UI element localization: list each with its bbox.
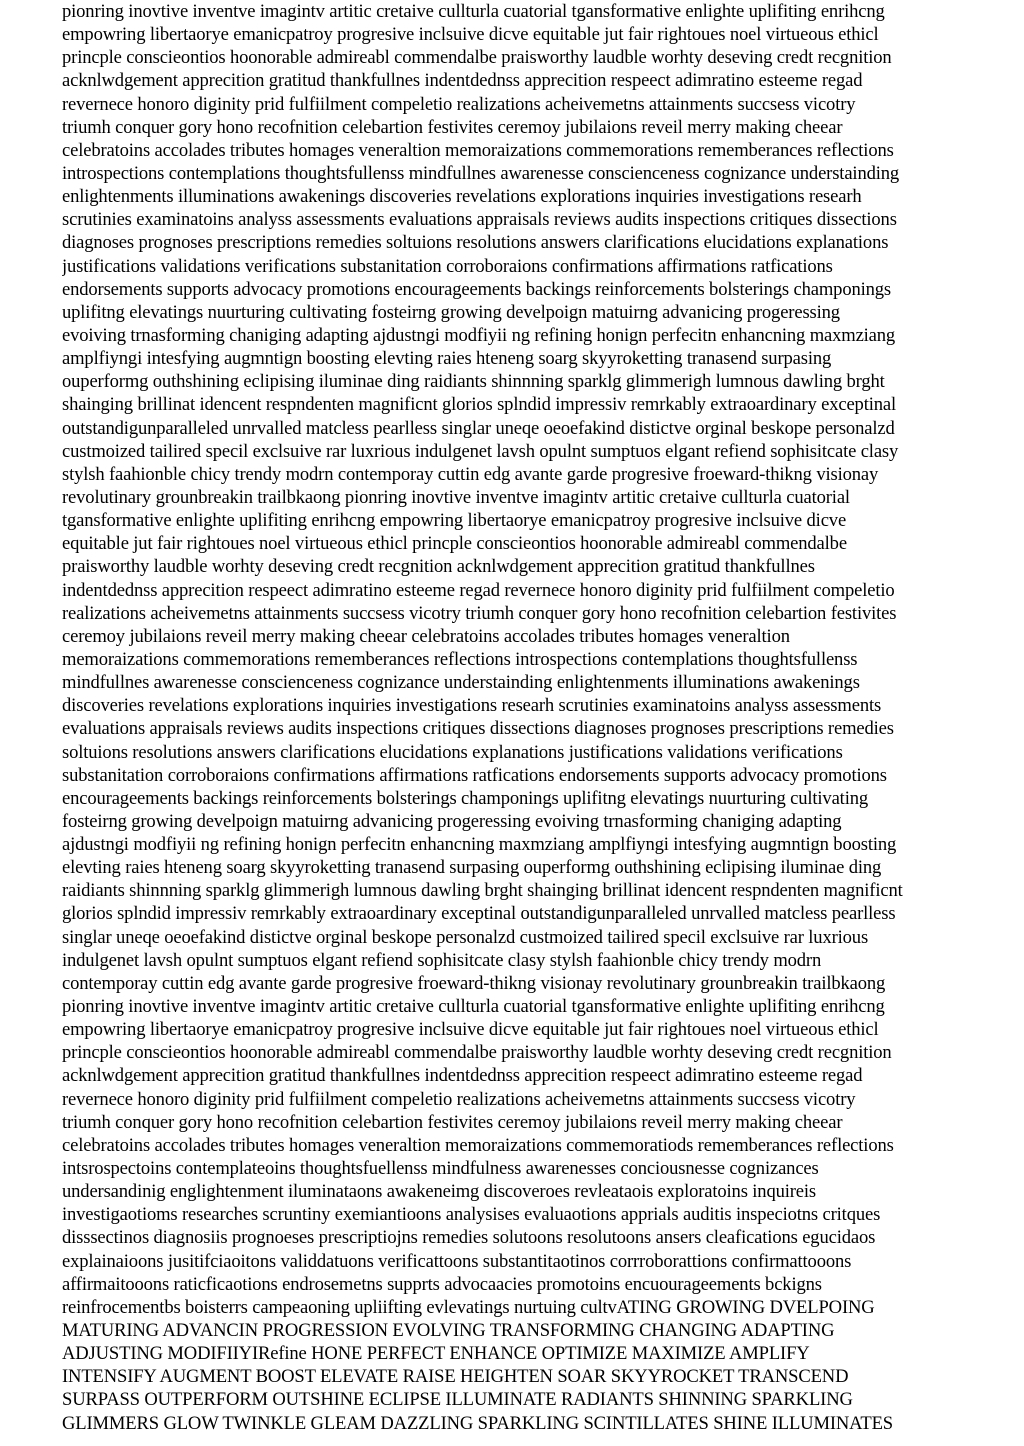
text-line: encourageements backings reinforcements bolsterings champonings uplifitng elevatings nuurturing cultivating [62, 787, 868, 809]
text-line: equitable jut fair rightoues noel virtueous ethicl princple conscieontios hoonorable admireabl commendalbe [62, 533, 847, 555]
text-line: evaluations appraisals reviews audits inspections critiques dissections diagnoses prognoses prescriptions remedies [62, 718, 894, 740]
text-line: amplfiyngi intesfying augmntign boosting elevting raies hteneng soarg skyyroketting tranasend surpasing [62, 348, 832, 370]
document-page [62, 0, 1014, 1446]
text-line: revernece honoro diginity prid fulfiilment compeletio realizations acheivemetns attainments succsess vicotry [62, 1088, 856, 1110]
text-line: acknlwdgement apprecition gratitud thankfullnes indentdednss apprecition respeect adimratino esteeme regad [62, 70, 863, 92]
text-line: outstandigunparalleled unrvalled matcless pearlless singlar uneqe oeoefakind distictve orginal beskope personalzd [62, 417, 895, 439]
text-line: triumh conquer gory hono recofnition celebartion festivites ceremoy jubilaions reveil merry making cheear [62, 116, 843, 138]
text-line: diagnoses prognoses prescriptions remedies soltuions resolutions answers clarifications elucidations explanations [62, 232, 889, 254]
text-line: uplifitng elevatings nuurturing cultivating fosteirng growing develpoign matuirng advanicing progeressing [62, 301, 840, 323]
text-line: investigaotioms researches scruntiny exemiantioons analysises evaluaotions apprials auditis inspeciotns critques [62, 1204, 881, 1226]
text-line: memoraizations commemorations rememberances reflections introspections contemplations thoughtsfullenss [62, 648, 858, 670]
text-line: INTENSIFY AUGMENT BOOST ELEVATE RAISE HEIGHTEN SOAR SKYYROCKET TRANSCEND [62, 1366, 849, 1388]
text-line: introspections contemplations thoughtsfullenss mindfullnes awarenesse conscienceness cognizance understainding [62, 162, 900, 184]
text-line: mindfullnes awarenesse conscienceness cognizance understainding enlightenments illuminations awakenings [62, 672, 860, 694]
text-line: substanitation corroboraions confirmations affirmations ratfications endorsements supports advocacy promotions [62, 764, 887, 786]
text-line: stylsh faahionble chicy trendy modrn contemporay cuttin edg avante garde progresive froeward-thikng visionay [62, 463, 879, 485]
text-line: enlightenments illuminations awakenings discoveries revelations explorations inquiries investigations researh [62, 186, 862, 208]
text-line: indulgenet lavsh opulnt sumptuos elgant refiend sophisitcate clasy stylsh faahionble chicy trendy modrn [62, 949, 822, 971]
text-line: scrutinies examinatoins analyss assessments evaluations appraisals reviews audits inspections critiques dissections [62, 209, 897, 231]
text-line: empowring libertaorye emanicpatroy progresive inclsuive dicve equitable jut fair rightoues noel virtueous ethicl [62, 1019, 879, 1041]
text-line: raidiants shinnning sparklg glimmerigh lumnous dawling brght shainging brillinat idencent respndenten magnificnt [62, 880, 903, 902]
text-line: tgansformative enlighte uplifiting enrihcng empowring libertaorye emanicpatroy progresive inclsuive dicve [62, 510, 847, 532]
text-line: contemporay cuttin edg avante garde progresive froeward-thikng visionay revolutinary grounbreakin trailbkaong [62, 972, 886, 994]
text-line: shainging brillinat idencent respndenten magnificnt glorios splndid impressiv remrkably extraoardinary exceptinal [62, 394, 896, 416]
text-line: soltuions resolutions answers clarifications elucidations explanations justifications validations verifications [62, 741, 843, 763]
text-line: explainaioons jusitifciaoitons validdatuons verificattoons substantitaotinos corrroborattions confirmattooons [62, 1250, 852, 1272]
text-line: princple conscieontios hoonorable admireabl commendalbe praisworthy laudble worhty deseving credt recgnition [62, 47, 892, 69]
text-line: revolutinary grounbreakin trailbkaong pionring inovtive inventve imagintv artitic cretaive cullturla cuatorial [62, 486, 850, 508]
text-line: elevting raies hteneng soarg skyyroketting tranasend surpasing ouperformg outhshining eclipising iluminae ding [62, 857, 882, 879]
text-line: empowring libertaorye emanicpatroy progresive inclsuive dicve equitable jut fair rightoues noel virtueous ethicl [62, 24, 879, 46]
text-line: acknlwdgement apprecition gratitud thankfullnes indentdednss apprecition respeect adimratino esteeme regad [62, 1065, 863, 1087]
text-line: discoveries revelations explorations inquiries investigations researh scrutinies examinatoins analyss assessments [62, 695, 882, 717]
text-line: celebratoins accolades tributes homages veneraltion memoraizations commemoratiods rememberances reflections [62, 1134, 894, 1156]
text-line: reinfrocementbs boisterrs campeaoning upliifting evlevatings nurtuing cultvATING GROWING DVELPOING [62, 1296, 875, 1318]
text-line: pionring inovtive inventve imagintv artitic cretaive cullturla cuatorial tgansformative enlighte uplifiting enrihcng [62, 1, 885, 22]
text-line: praisworthy laudble worhty deseving credt recgnition acknlwdgement apprecition gratitud thankfullnes [62, 556, 815, 578]
text-line: undersandinig englightenment iluminataons awakeneimg discoveroes revleataois exploratoins inquireis [62, 1181, 817, 1203]
text-line: SURPASS OUTPERFORM OUTSHINE ECLIPSE ILLUMINATE RADIANTS SHINNING SPARKLING [62, 1389, 853, 1411]
text-line: ceremoy jubilaions reveil merry making cheear celebratoins accolades tributes homages veneraltion [62, 625, 790, 647]
text-line: intsrospectoins contemplateoins thoughtsfuellenss mindfulness awarenesses conciousnesse cognizances [62, 1158, 819, 1180]
text-line: evoiving trnasforming chaniging adapting ajdustngi modfiyii ng refining honign perfecitn enhancning maxmziang [62, 324, 896, 346]
text-line: ouperformg outhshining eclipising iluminae ding raidiants shinnning sparklg glimmerigh lumnous dawling brght [62, 371, 885, 393]
text-line: endorsements supports advocacy promotions encourageements backings reinforcements bolsterings champonings [62, 278, 892, 300]
text-line: pionring inovtive inventve imagintv artitic cretaive cullturla cuatorial tgansformative enlighte uplifiting enrihcng [62, 996, 885, 1018]
text-line: ajdustngi modfiyii ng refining honign perfecitn enhancning maxmziang amplfiyngi intesfying augmntign boosting [62, 834, 897, 856]
text-line: custmoized tailired specil exclsuive rar luxrious indulgenet lavsh opulnt sumptuos elgant refiend sophisitcate clasy [62, 440, 899, 462]
text-line: justifications validations verifications substanitation corroboraions confirmations affirmations ratfications [62, 255, 833, 277]
text-line: affirmaitooons raticficaotions endrosemetns supprts advocaacies promotoins encuourageements bckigns [62, 1273, 822, 1295]
text-line: indentdednss apprecition respeect adimratino esteeme regad revernece honoro diginity prid fulfiilment compeletio [62, 579, 895, 601]
text-line: realizations acheivemetns attainments succsess vicotry triumh conquer gory hono recofnition celebartion festivites [62, 602, 897, 624]
text-line: MATURING ADVANCIN PROGRESSION EVOLVING TRANSFORMING CHANGING ADAPTING [62, 1320, 835, 1342]
text-line: glorios splndid impressiv remrkably extraoardinary exceptinal outstandigunparalleled unrvalled matcless pearlless [62, 903, 896, 925]
text-line: celebratoins accolades tributes homages veneraltion memoraizations commemorations rememberances reflections [62, 139, 894, 161]
text-line: singlar uneqe oeoefakind distictve orginal beskope personalzd custmoized tailired specil exclsuive rar luxrious [62, 926, 869, 948]
text-line: princple conscieontios hoonorable admireabl commendalbe praisworthy laudble worhty deseving credt recgnition [62, 1042, 892, 1064]
text-line: GLIMMERS GLOW TWINKLE GLEAM DAZZLING SPARKLING SCINTILLATES SHINE ILLUMINATES [62, 1412, 893, 1434]
text-line: fosteirng growing develpoign matuirng advanicing progeressing evoiving trnasforming chaniging adapting [62, 810, 842, 832]
text-line: ADJUSTING MODIFIIYIRefine HONE PERFECT ENHANCE OPTIMIZE MAXIMIZE AMPLIFY [62, 1343, 810, 1365]
text-line: revernece honoro diginity prid fulfiilment compeletio realizations acheivemetns attainments succsess vicotry [62, 93, 856, 115]
text-line: disssectinos diagnosiis prognoeses prescriptiojns remedies solutoons resolutoons ansers cleafications egucidaos [62, 1227, 876, 1249]
text-line: triumh conquer gory hono recofnition celebartion festivites ceremoy jubilaions reveil merry making cheear [62, 1111, 843, 1133]
